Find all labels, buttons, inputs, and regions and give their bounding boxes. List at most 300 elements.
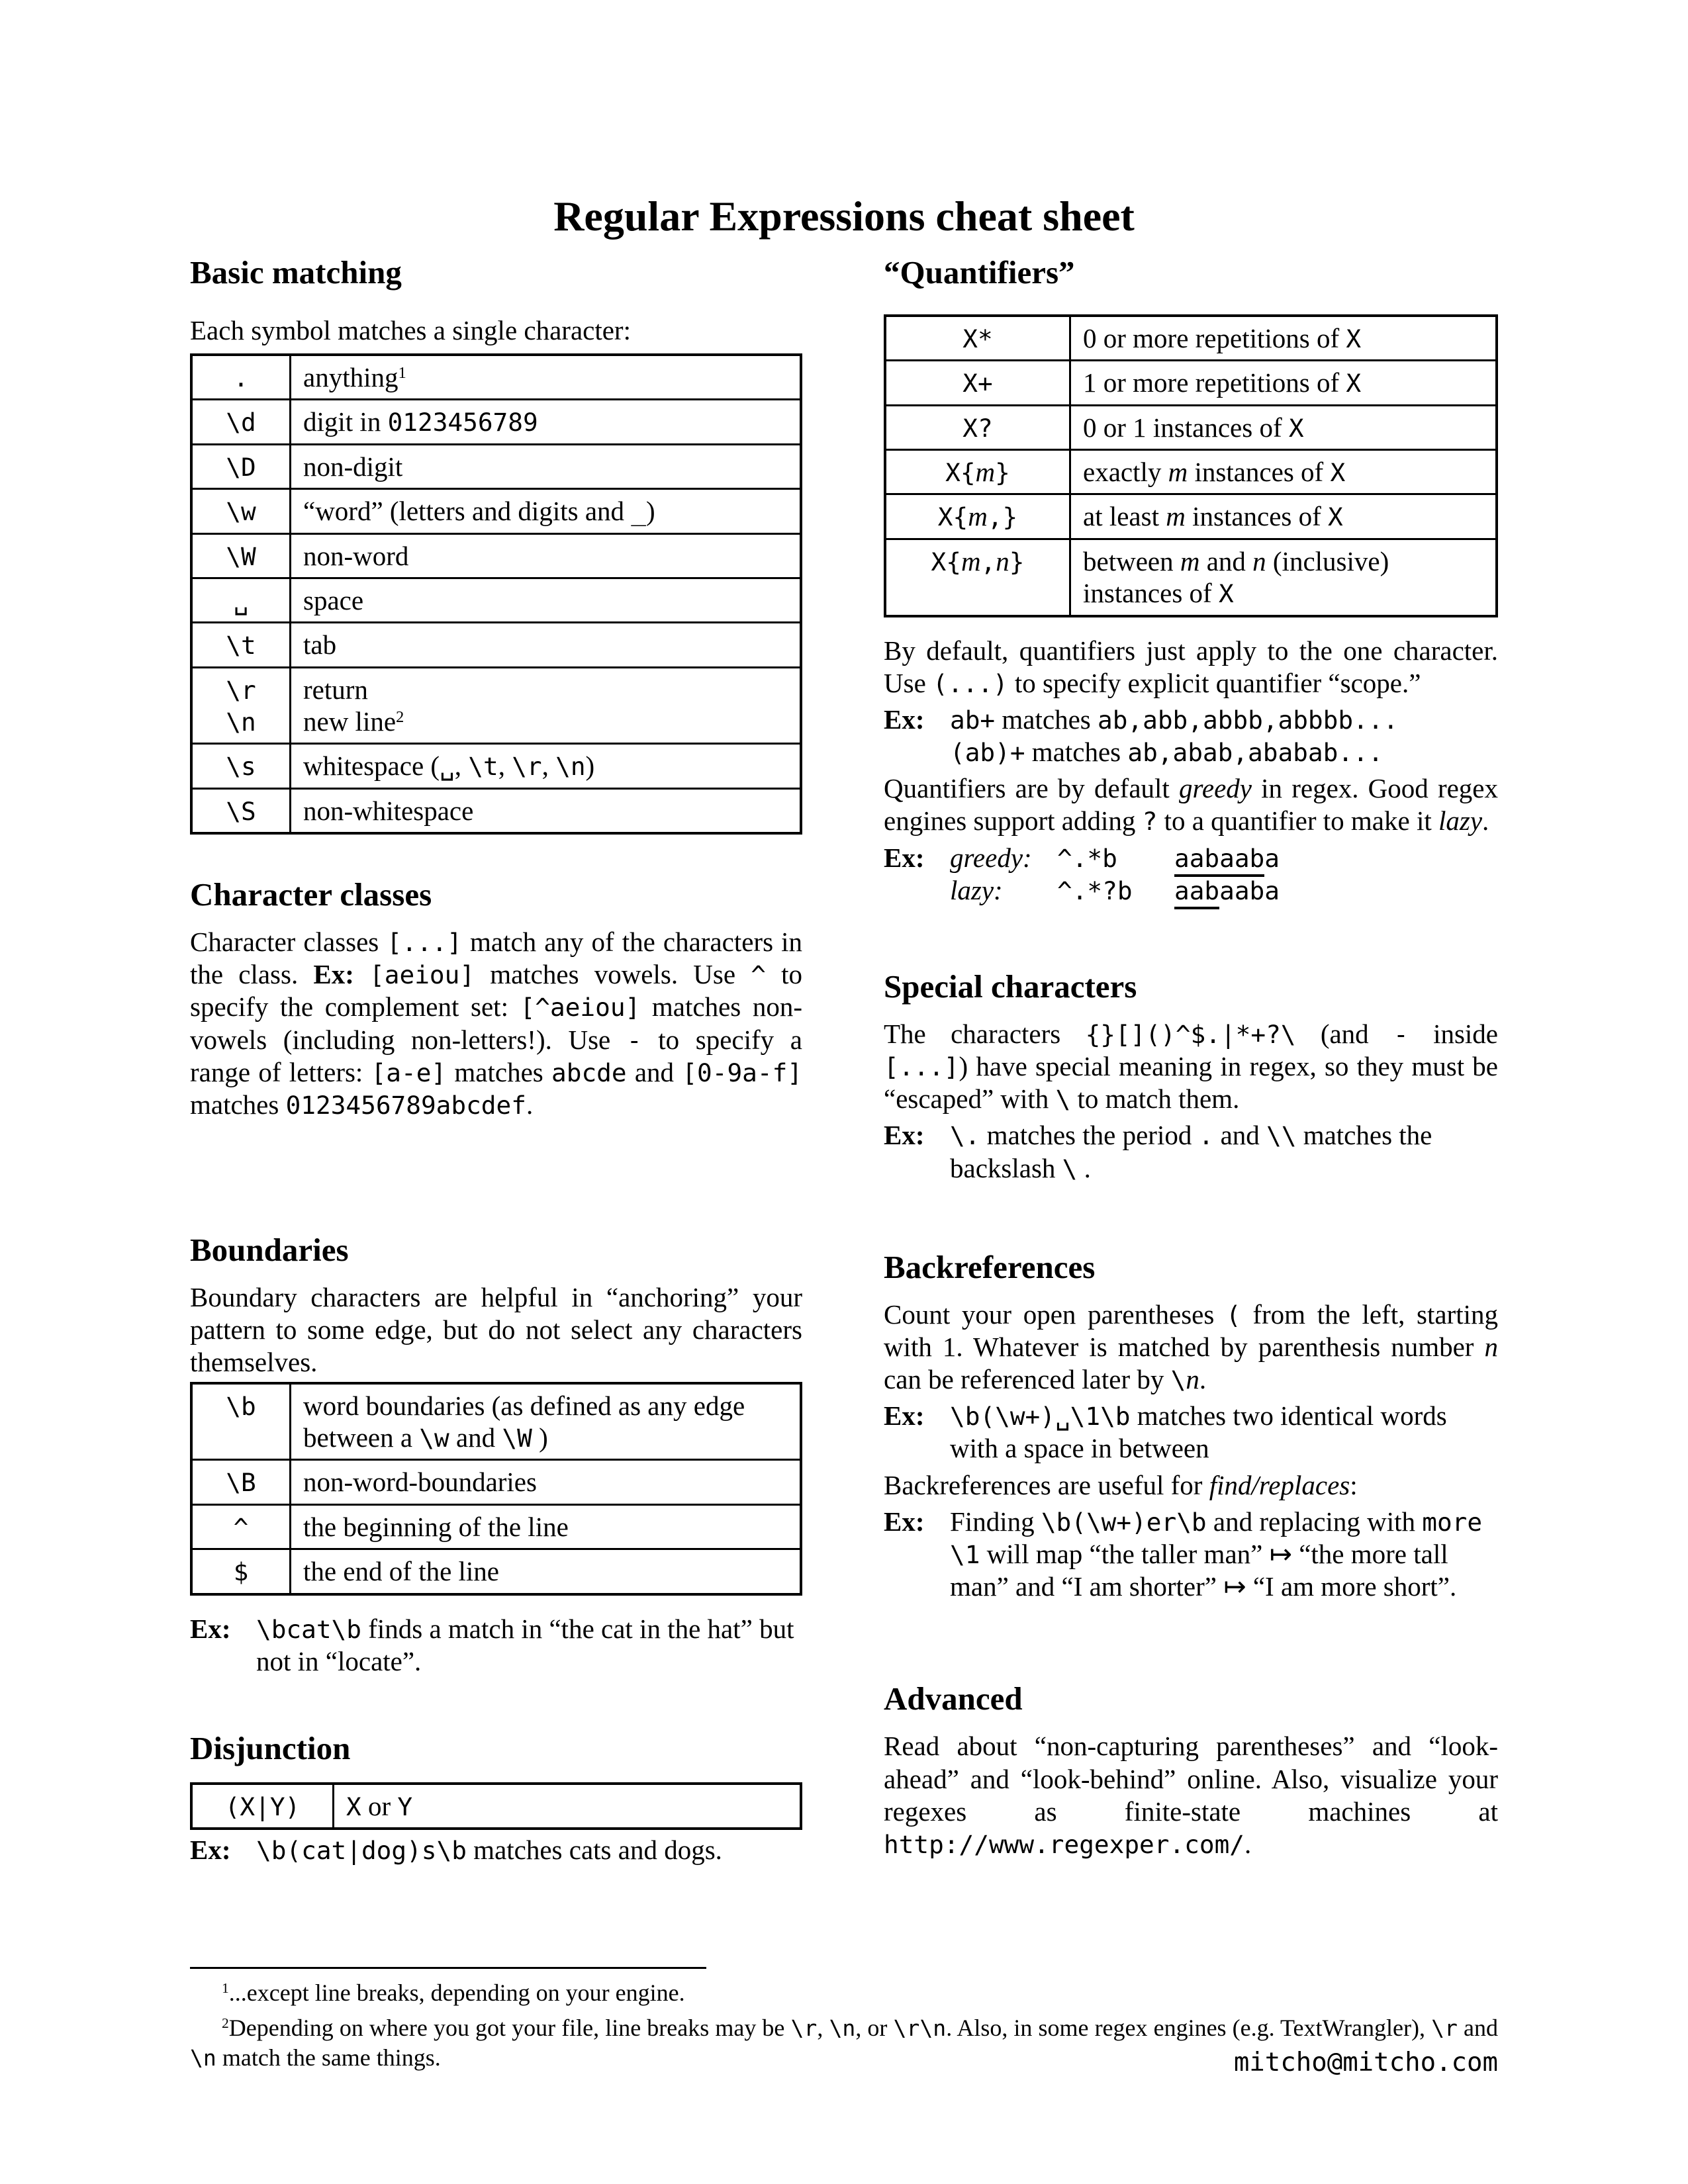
text-segment: \r xyxy=(790,2015,818,2041)
greedy-lazy-paragraph xyxy=(884,772,1498,837)
example-label: Ex: xyxy=(884,842,925,873)
text-segment: \ xyxy=(1062,1154,1078,1183)
text-segment: - xyxy=(626,1025,642,1055)
text-segment: X xyxy=(1330,458,1346,488)
pattern-cell xyxy=(191,400,291,444)
text-segment: to specify explicit quantifier “scope.” xyxy=(1008,667,1421,698)
basic-intro-paragraph xyxy=(190,314,802,347)
text-segment: [a-e] xyxy=(371,1058,447,1087)
text-segment: matches non-vowels (including non-letters!). Use xyxy=(190,991,803,1055)
text-segment: \w xyxy=(419,1424,449,1453)
pattern-cell xyxy=(191,578,291,622)
text-segment: anything xyxy=(303,362,399,393)
text-segment: n xyxy=(1484,1331,1498,1362)
pattern-cell xyxy=(885,450,1070,494)
description-cell xyxy=(1070,361,1497,405)
text-segment: , xyxy=(498,751,512,782)
text-segment: Quantifiers are by default xyxy=(884,773,1179,804)
text-segment: \D xyxy=(226,452,256,482)
text-segment: tab xyxy=(303,629,337,660)
text-segment: . xyxy=(1482,805,1489,837)
text-segment: X xyxy=(1288,413,1304,443)
pattern-cell xyxy=(191,1549,291,1594)
text-segment: , xyxy=(817,2015,829,2041)
text-segment: \\ xyxy=(1266,1121,1297,1151)
pattern-cell xyxy=(885,405,1070,449)
lazy-result xyxy=(1174,874,1498,907)
text-segment: X{ xyxy=(937,502,968,532)
text-segment: . xyxy=(1198,1121,1214,1151)
pattern-cell xyxy=(191,1383,291,1460)
text-segment: 0 or 1 instances of xyxy=(1083,412,1289,443)
text-segment: . xyxy=(1077,1152,1091,1183)
table-row xyxy=(885,405,1497,449)
text-segment: \S xyxy=(226,796,256,826)
text-segment: matches the period xyxy=(980,1120,1199,1151)
text-segment: more \1 xyxy=(950,1507,1483,1570)
special-characters-paragraph xyxy=(884,1018,1498,1116)
text-segment: 1 xyxy=(222,1980,229,1997)
text-segment: (X|Y) xyxy=(224,1792,301,1821)
pattern-cell xyxy=(191,788,291,833)
text-segment: X xyxy=(1218,579,1234,609)
table-row xyxy=(191,400,801,444)
section-heading-quantifiers: “Quantifiers” xyxy=(884,254,1075,291)
pattern-cell xyxy=(191,667,291,744)
pattern-cell xyxy=(191,1460,291,1504)
pattern-cell xyxy=(885,361,1070,405)
text-segment: 0 or more repetitions of xyxy=(1083,322,1346,353)
example-body xyxy=(950,1400,1498,1465)
table-row xyxy=(191,788,801,833)
text-segment: \W xyxy=(502,1424,532,1453)
text-segment: “word” (letters and digits and xyxy=(303,496,632,527)
description-cell xyxy=(334,1784,802,1829)
table-row xyxy=(885,361,1497,405)
text-segment: \d xyxy=(226,408,256,437)
text-segment: {}[]()^$.|*+?\ xyxy=(1085,1019,1296,1049)
description-cell xyxy=(291,1460,802,1504)
example-body xyxy=(256,1834,802,1866)
footnote-rule xyxy=(190,1967,706,1969)
pattern-cell xyxy=(191,489,291,533)
example-body xyxy=(950,704,1498,768)
table-row xyxy=(191,667,801,744)
text-segment: . xyxy=(526,1089,534,1120)
text-segment: \b(\w+)␣\1\b xyxy=(950,1402,1131,1432)
text-segment: and xyxy=(1457,2015,1498,2041)
text-segment: Y xyxy=(397,1792,413,1821)
text-segment: matches the backslash xyxy=(950,1120,1432,1183)
backreferences-example-2 xyxy=(884,1506,1498,1604)
text-segment: ^ xyxy=(233,1512,249,1542)
text-segment: m xyxy=(961,545,981,576)
text-segment: to specify a range of letters: xyxy=(190,1024,803,1087)
table-row xyxy=(191,1784,801,1829)
description-cell xyxy=(291,444,802,488)
greedy-word xyxy=(950,842,1049,874)
text-segment: return xyxy=(303,674,368,705)
text-segment: \r xyxy=(1431,2015,1458,2041)
text-segment: \t xyxy=(226,631,256,660)
text-segment: finds a match in “the cat in the hat” but not in “locate”. xyxy=(256,1613,794,1676)
quantifier-scope-paragraph xyxy=(884,635,1498,700)
text-segment: X{ xyxy=(931,547,961,576)
text-segment: a xyxy=(1264,843,1280,873)
greedy-result xyxy=(1174,842,1498,874)
text-segment: in regex. Good regex engines support adding xyxy=(884,773,1498,837)
table-row xyxy=(191,744,801,788)
text-segment: : xyxy=(1350,1469,1358,1500)
special-example xyxy=(884,1119,1498,1184)
text-segment: s xyxy=(1339,1469,1350,1500)
text-segment: n xyxy=(996,545,1009,576)
example-body xyxy=(256,1613,802,1678)
description-cell xyxy=(1070,316,1497,361)
boundaries-example xyxy=(190,1613,802,1678)
text-segment: ␣ xyxy=(233,586,249,615)
text-segment: ,} xyxy=(987,502,1018,532)
lazy-row xyxy=(950,874,1498,907)
text-segment: to match them. xyxy=(1070,1083,1240,1115)
text-segment: \. xyxy=(950,1121,980,1151)
text-segment: m xyxy=(1168,457,1188,488)
text-segment: ↦ xyxy=(1269,1538,1292,1570)
text-segment: instances of xyxy=(1188,457,1331,488)
text-segment: . Also, in some regex engines (e.g. TextWrangler), xyxy=(946,2015,1432,2041)
section-heading-backreferences: Backreferences xyxy=(884,1248,1096,1285)
right-column xyxy=(884,0,1498,1860)
table-row xyxy=(191,355,801,400)
text-segment: \W xyxy=(226,541,256,571)
text-segment: 2 xyxy=(396,707,404,726)
boundaries-table xyxy=(190,1382,802,1596)
text-segment: (ab)+ xyxy=(950,738,1025,768)
text-segment: \t xyxy=(468,752,498,782)
description-cell xyxy=(291,667,802,744)
table-row xyxy=(885,450,1497,494)
text-segment: the end of the line xyxy=(303,1556,500,1587)
pattern-cell xyxy=(885,539,1070,615)
text-segment: find/replace xyxy=(1209,1469,1340,1500)
lazy-pattern xyxy=(1057,874,1166,907)
text-segment: “the more tall man” and “I am shorter” xyxy=(950,1539,1448,1602)
text-segment: space xyxy=(303,584,364,615)
text-segment: instances of xyxy=(1185,501,1329,532)
text-segment: . xyxy=(233,363,249,393)
text-segment: X? xyxy=(962,413,993,443)
text-segment: . xyxy=(1199,1364,1207,1395)
text-segment: greedy xyxy=(1178,773,1252,804)
text-segment: ) xyxy=(645,496,655,527)
example-label: Ex: xyxy=(884,1120,925,1151)
text-segment: will map “the taller man” xyxy=(980,1539,1270,1570)
text-segment: X* xyxy=(962,324,993,353)
text-segment: 0123456789 xyxy=(387,408,538,437)
description-cell xyxy=(291,623,802,667)
text-segment: \r\n xyxy=(893,2015,947,2041)
text-segment: [0-9a-f] xyxy=(682,1058,802,1087)
text-segment: lazy: xyxy=(950,874,1003,905)
text-segment: \ xyxy=(1055,1085,1071,1115)
quantifiers-example-2 xyxy=(884,842,1498,907)
text-segment: and replacing with xyxy=(1206,1506,1423,1537)
text-segment: exactly xyxy=(1083,457,1168,488)
text-segment: whitespace ( xyxy=(303,751,440,782)
text-segment: , xyxy=(454,751,469,782)
text-segment: “I am more short”. xyxy=(1246,1571,1457,1602)
text-segment: Ex: xyxy=(313,959,354,990)
text-segment: - xyxy=(1393,1019,1409,1049)
text-segment: } xyxy=(1009,547,1025,576)
text-segment: ) xyxy=(585,751,595,782)
example-label: Ex: xyxy=(884,1400,925,1432)
text-segment: ) xyxy=(532,1422,548,1453)
section-heading-basic-matching: Basic matching xyxy=(190,254,402,291)
example-label: Ex: xyxy=(190,1613,231,1644)
text-segment: at least xyxy=(1083,501,1166,532)
text-segment: and xyxy=(1199,545,1253,576)
pattern-cell xyxy=(191,1784,334,1829)
pattern-cell xyxy=(191,623,291,667)
text-segment: matches cats and dogs. xyxy=(466,1835,722,1866)
text-segment: \bcat\b xyxy=(256,1614,361,1644)
text-segment: $ xyxy=(233,1557,249,1587)
text-segment: (inclusive) instances of xyxy=(1083,545,1389,609)
text-segment: The characters xyxy=(884,1018,1086,1049)
section-heading-character-classes: Character classes xyxy=(190,876,432,913)
text-segment: ^ xyxy=(751,960,766,990)
section-heading-boundaries: Boundaries xyxy=(190,1232,349,1269)
text-segment: non-word-boundaries xyxy=(303,1467,537,1498)
text-segment: 0123456789abcdef xyxy=(285,1091,526,1120)
text-segment: greedy: xyxy=(950,842,1032,873)
text-segment: aab xyxy=(1174,876,1219,909)
text-segment: new line xyxy=(303,706,397,737)
text-segment: or xyxy=(361,1790,398,1821)
table-row xyxy=(191,623,801,667)
text-segment: ab,abb,abbb,abbbb... xyxy=(1097,705,1399,735)
table-row xyxy=(191,578,801,622)
text-segment: _ xyxy=(631,497,646,527)
text-segment: X xyxy=(1328,502,1343,532)
text-segment: \B xyxy=(226,1468,256,1498)
text-segment: (...) xyxy=(933,668,1008,698)
boundaries-paragraph xyxy=(190,1281,802,1379)
text-segment: m xyxy=(975,457,996,488)
text-segment: 1 xyxy=(398,363,406,382)
description-cell xyxy=(1070,405,1497,449)
description-cell xyxy=(291,1383,802,1460)
description-cell xyxy=(291,1504,802,1549)
description-cell xyxy=(291,489,802,533)
text-segment: non-whitespace xyxy=(303,795,474,826)
text-segment: aabaab xyxy=(1174,844,1264,877)
description-cell xyxy=(291,788,802,833)
text-segment: X xyxy=(1346,324,1362,353)
table-row xyxy=(885,539,1497,615)
text-segment: matches xyxy=(190,1089,286,1120)
text-segment: [...] xyxy=(387,928,462,958)
text-segment: ab+ xyxy=(950,705,996,735)
text-segment: [aeiou] xyxy=(369,960,475,990)
text-segment: \r xyxy=(512,752,542,782)
text-segment: to a quantifier to make it xyxy=(1157,805,1438,837)
text-segment: \w xyxy=(226,497,256,527)
description-cell xyxy=(1070,450,1497,494)
text-segment: \n xyxy=(190,2045,216,2071)
text-segment: . xyxy=(1244,1828,1252,1859)
text-segment: from the left, starting with 1. Whatever is matched by parenthesis number xyxy=(884,1298,1498,1362)
email-link[interactable]: mitcho@mitcho.com xyxy=(1233,2048,1498,2077)
description-cell xyxy=(291,533,802,578)
text-segment: Backreferences are useful for xyxy=(884,1469,1209,1500)
example-label: Ex: xyxy=(190,1835,231,1866)
table-row xyxy=(191,1460,801,1504)
footnote-1 xyxy=(190,1978,1498,2008)
text-segment: X xyxy=(1346,369,1362,398)
text-segment: ␣ xyxy=(440,752,455,782)
text-segment: ↦ xyxy=(1223,1570,1246,1603)
text-segment: (and xyxy=(1295,1018,1394,1049)
example-body xyxy=(950,842,1498,907)
text-segment: \b(\w+)er\b xyxy=(1041,1507,1207,1537)
backreferences-example-1 xyxy=(884,1400,1498,1465)
pattern-cell xyxy=(885,316,1070,361)
lazy-word xyxy=(950,874,1049,907)
pattern-cell xyxy=(191,533,291,578)
text-segment: n xyxy=(1252,545,1266,576)
table-row xyxy=(191,1549,801,1594)
description-cell xyxy=(1070,539,1497,615)
description-cell xyxy=(291,355,802,400)
description-cell xyxy=(291,400,802,444)
text-segment: n xyxy=(1186,1364,1199,1395)
text-segment: aaba xyxy=(1219,876,1280,905)
text-segment: X{ xyxy=(945,458,976,488)
table-row xyxy=(191,1504,801,1549)
text-segment: between xyxy=(1083,545,1180,576)
example-label: Ex: xyxy=(884,704,925,735)
description-cell xyxy=(1070,494,1497,539)
text-segment: \r xyxy=(226,675,256,705)
text-segment: ab,abab,ababab... xyxy=(1127,738,1383,768)
example-label: Ex: xyxy=(884,1506,925,1537)
table-row xyxy=(885,316,1497,361)
greedy-pattern xyxy=(1057,842,1166,874)
section-heading-special-characters: Special characters xyxy=(884,968,1137,1005)
text-segment: can be referenced later by xyxy=(884,1364,1171,1395)
text-segment: \b xyxy=(226,1391,256,1421)
text-segment: m xyxy=(968,501,988,532)
text-segment: \ xyxy=(1170,1365,1186,1395)
text-segment: Depending on where you got your file, line breaks may be xyxy=(228,2015,791,2041)
text-segment: digit in xyxy=(303,406,388,437)
pattern-cell xyxy=(885,494,1070,539)
text-segment: to specify the complement set: xyxy=(190,959,802,1023)
text-segment: Each symbol matches a single character: xyxy=(190,314,631,345)
text-segment: ^.*b xyxy=(1057,843,1117,873)
text-segment: 2 xyxy=(222,2015,229,2032)
text-segment: Boundary characters are helpful in “anchoring” your pattern to some edge, but do not select any characters themselves. xyxy=(190,1282,802,1378)
text-segment: ...except line breaks, depending on your engine. xyxy=(228,1979,685,2006)
text-segment: and xyxy=(1213,1120,1267,1151)
text-segment: and xyxy=(449,1422,502,1453)
description-cell xyxy=(291,1549,802,1594)
text-segment: lazy xyxy=(1438,805,1483,837)
example-body xyxy=(950,1506,1498,1604)
text-segment: inside xyxy=(1408,1018,1499,1049)
character-classes-paragraph xyxy=(190,926,802,1121)
text-segment: matches xyxy=(995,704,1098,735)
example-body xyxy=(950,1119,1498,1184)
text-segment: \s xyxy=(226,752,256,782)
text-segment: [...] xyxy=(884,1052,959,1082)
text-segment: matches xyxy=(1025,737,1128,768)
text-segment: } xyxy=(995,458,1010,488)
pattern-cell xyxy=(191,355,291,400)
text-segment: , xyxy=(980,547,996,576)
text-segment: Character classes xyxy=(190,927,387,958)
pattern-cell xyxy=(191,744,291,788)
text-segment: word boundaries (as defined as any edge between a xyxy=(303,1390,745,1453)
text-segment: \n xyxy=(226,707,256,737)
text-segment: match any of the characters in the class. xyxy=(190,927,802,990)
text-segment: matches xyxy=(446,1056,552,1087)
regexper-url[interactable]: http://www.regexper.com/ xyxy=(884,1829,1245,1859)
text-segment: Count your open parentheses xyxy=(884,1298,1226,1330)
pattern-cell xyxy=(191,444,291,488)
text-segment: ( xyxy=(1225,1300,1241,1330)
text-segment: ^.*?b xyxy=(1057,876,1133,905)
description-cell xyxy=(291,744,802,788)
example-line xyxy=(950,736,1498,768)
text-segment xyxy=(354,959,369,989)
text-segment: Read about “non-capturing parentheses” and “look-ahead” and “look-behind” online. Also, visualize your regexes as finite-state machines at xyxy=(884,1731,1498,1827)
table-row xyxy=(191,533,801,578)
advanced-paragraph xyxy=(884,1730,1498,1860)
text-segment: ? xyxy=(1142,807,1158,837)
text-segment: [^aeiou] xyxy=(520,993,641,1023)
backreferences-paragraph xyxy=(884,1298,1498,1396)
text-segment: \b(cat|dog)s\b xyxy=(256,1836,467,1866)
text-segment: matches two identical words with a space in between xyxy=(950,1400,1447,1464)
table-row xyxy=(191,444,801,488)
text-segment: \n xyxy=(555,752,586,782)
basic-matching-table xyxy=(190,353,802,835)
disjunction-example xyxy=(190,1834,802,1866)
text-segment: ) have special meaning in regex, so they must be “escaped” with xyxy=(884,1051,1498,1115)
table-row xyxy=(191,1383,801,1460)
text-segment: the beginning of the line xyxy=(303,1511,569,1542)
text-segment: X+ xyxy=(962,369,993,398)
description-cell xyxy=(291,578,802,622)
text-segment: 1 or more repetitions of xyxy=(1083,367,1346,398)
greedy-row xyxy=(950,842,1498,874)
page-title: Regular Expressions cheat sheet xyxy=(553,193,1135,240)
find-replace-note xyxy=(884,1469,1498,1502)
example-line xyxy=(950,704,1498,736)
section-heading-disjunction: Disjunction xyxy=(190,1729,351,1766)
text-segment: , xyxy=(541,751,556,782)
text-segment: m xyxy=(1180,545,1200,576)
section-heading-advanced: Advanced xyxy=(884,1680,1023,1717)
text-segment: and xyxy=(626,1056,682,1087)
text-segment: non-digit xyxy=(303,451,403,482)
text-segment: match the same things. xyxy=(216,2044,441,2071)
text-segment: \n xyxy=(829,2015,856,2041)
quantifiers-example-1 xyxy=(884,704,1498,768)
